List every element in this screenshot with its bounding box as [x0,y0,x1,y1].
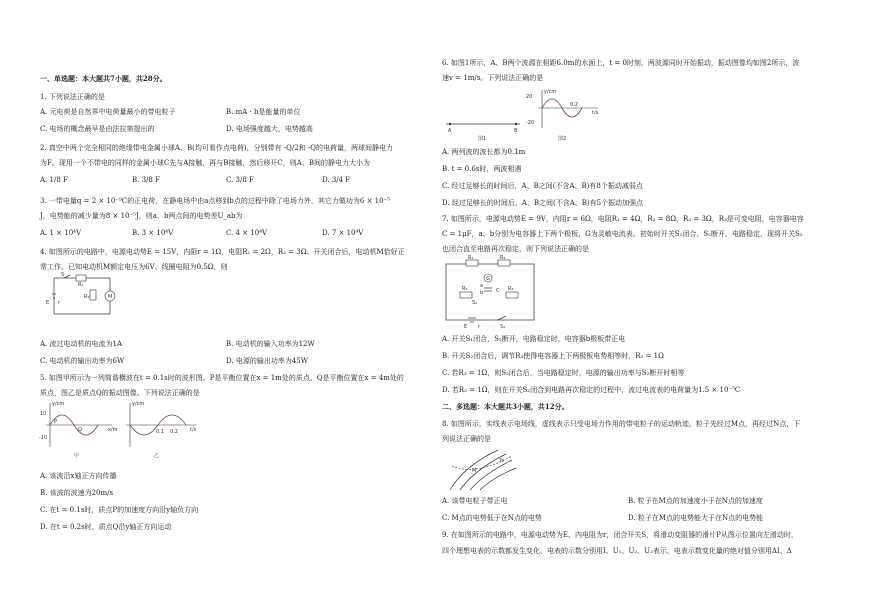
svg-text:S: S [61,272,65,278]
q4-option-c: C. 电动机的输出功率为6W [40,357,125,365]
q1-stem: 1. 下列说法正确的是 [40,93,105,101]
fig-jia-label: 甲 [74,453,80,459]
section-single-choice: 一、单选题：本大题共7小题，共28分。 [40,74,167,83]
q5-option-d: D. 在t = 0.2s时，质点Q沿y轴正方向运动 [40,523,172,531]
q4-line1: 4. 如图所示的电路中，电源电动势E = 15V，内阻r = 1Ω，电阻R₁ = 2Ω，R₂ = 3Ω。开关闭合后，电动机M恰好正 [40,248,405,256]
svg-text:B: B [514,128,518,134]
svg-text:R₂: R₂ [500,255,506,261]
q7-line1: 7. 如图所示，电源电动势E = 9V，内阻r = 6Ω，电阻R₁ = 4Ω，R₂ = 8Ω，R₃ = 3Ω，R₃是可变电阻，电容器电容 [442,215,804,223]
q4-line2: 常工作。已知电动机M额定电压为6V、线圈电阻为0.5Ω，则 [40,263,228,271]
q2-line2: 为F。现用一个不带电的同样的金属小球C先与A接触，再与B接触，然后移开C，则A、B间的静电力大小为 [40,159,370,167]
q8-option-c: C. M点的电势低于在N点的电势 [442,514,542,522]
q9-line2: 四个理想电表的示数都发生变化，电表的示数分别用I、U₁、U₂、U₃表示，电表示数变化量的绝对值分别用ΔI、Δ [442,547,792,555]
q8-line2: 列说法正确的是 [442,435,491,443]
svg-text:R₂: R₂ [84,294,90,300]
q3-option-c: C. 4 × 10⁴V [226,229,268,237]
q3-option-d: D. 7 × 10⁴V [322,229,364,237]
q5-line2: 质点，图乙是质点Q的振动图像。下列说法正确的是 [40,389,200,397]
svg-text:y/cm: y/cm [132,401,145,407]
svg-text:E: E [464,324,468,330]
q5-wave-figures [40,399,200,461]
section-multiple-choice: 二、多选题：本大题共3小题，共12分。 [442,402,569,411]
q2-option-a: A. 1/8 F [40,176,68,184]
q1-option-a: A. 元电荷是自然界中电荷量最小的带电粒子 [40,108,176,116]
q1-option-b: B. mA · h是能量的单位 [226,108,301,116]
svg-text:b: b [480,290,484,296]
fig2-label: 图2 [558,136,567,142]
svg-text:M: M [108,294,113,300]
q7-option-a: A. 开关S₁闭合，S₂断开，电路稳定时，电容器b极板带正电 [442,335,626,343]
q2-option-c: C. 3/8 F [226,176,254,184]
svg-text:E: E [46,300,50,306]
svg-text:r: r [58,300,61,306]
fig1-label: 图1 [478,136,487,142]
svg-text:0.1: 0.1 [156,429,164,435]
svg-text:t/s: t/s [592,110,599,116]
q7-option-b: B. 开关S₂闭合后，调节R₃使得电容器上下两极板电势相等时，R₃ = 1Ω [442,352,664,360]
q7-option-d: D. 若R₃ = 1Ω，则在开关S₂闭合到电路再次稳定的过程中，流过电流表的电荷量为1.5 × 10⁻⁵C [442,386,741,394]
q9-line1: 9. 在如图所示的电路中，电源电动势为E、内电阻为r，闭合开关S，将滑动变阻器的滑片P从图示位置向左滑动时， [442,531,798,539]
svg-text:y/cm: y/cm [544,89,557,95]
svg-text:R₄: R₄ [508,286,514,292]
q8-option-a: A. 该带电粒子带正电 [442,497,508,505]
svg-text:-20: -20 [526,120,535,126]
q5-option-c: C. 在t = 0.1s时，质点P的加速度方向沿y轴负方向 [40,506,199,514]
q6-option-a: A. 两列波的波长都为0.1m [442,148,526,156]
svg-text:S₂: S₂ [472,300,478,306]
q3-option-a: A. 1 × 10⁴V [40,229,82,237]
q1-option-c: C. 电场的概念最早是由法拉第提出的 [40,125,155,133]
svg-text:0.2: 0.2 [170,429,178,435]
svg-text:Q: Q [78,427,82,433]
q1-option-d: D. 电场强度越大，电势越高 [226,125,313,133]
q6-line2: 速v = 1m/s。下列说法正确的是 [442,74,544,82]
svg-text:G: G [486,276,490,282]
svg-text:r: r [478,324,481,330]
q6-option-d: D. 经过足够长的时间后，A、B之间(不含A、B)有5个振动加强点 [442,199,644,207]
q2-line1: 2. 真空中两个完全相同的绝缘带电金属小球A、B(均可看作点电荷)，分别带有 -Q/2和 -Q的电荷量，两球间静电力 [40,144,394,152]
q7-line2: C = 1μF，a、b分别为电容器上下两个极板，G为灵敏电流表。初始时开关S₁闭合、S₂断开，电路稳定，现将开关S₂ [442,230,803,238]
q4-option-b: B. 电动机的输入功率为12W [226,340,315,348]
q5-line1: 5. 如图甲所示为一列简谐横波在t = 0.1s时的波形图。P是平衡位置在x = 1m处的质点，Q是平衡位置在x = 4m处的 [40,374,404,382]
svg-text:R₃: R₃ [462,286,468,292]
q6-line1: 6. 如图1所示，A、B两个波源在相距6.0m的水面上，t = 0时刻，两波源同时开始振动，振动图像均如图2所示，波 [442,59,800,67]
q3-line2: J，电势能的减少量为8 × 10⁻⁵J，则a、b两点间的电势差U_ab为 [40,212,243,220]
q8-field-figure [446,446,520,492]
q7-line3: 也闭合直至电路再次稳定，则下列说法正确的是 [442,245,589,253]
svg-text:x/m: x/m [108,427,118,433]
q4-circuit-figure [46,274,126,322]
q6-option-c: C. 经过足够长的时间后，A、B之间(不含A、B)有8个振动减弱点 [442,182,643,190]
q3-option-b: B. 3 × 10⁴V [132,229,174,237]
q2-option-d: D. 3/4 F [322,176,351,184]
q7-option-c: C. 若R₃ = 1Ω，则S₂闭合后，当电路稳定时，电源的输出功率与S₂断开时相等 [442,369,685,377]
q3-line1: 3. 一带电量q = 2 × 10⁻⁹C的正电荷，在静电场中由a点移到b点的过程中除了电场力外，其它力做功为6 × 10⁻⁵ [40,197,391,205]
svg-text:10: 10 [40,411,47,417]
svg-text:a: a [480,283,484,289]
svg-text:20: 20 [526,94,533,100]
svg-text:M: M [472,468,477,474]
svg-text:y/cm: y/cm [52,401,65,407]
svg-text:C: C [496,288,500,294]
svg-text:-10: -10 [39,435,48,441]
svg-text:N: N [500,458,504,464]
svg-text:0.2: 0.2 [570,102,578,108]
q8-line1: 8. 如图所示，实线表示电场线，虚线表示只受电场力作用的带电粒子的运动轨迹。粒子先经过M点，再经过N点，下 [442,420,801,428]
q4-option-a: A. 流过电动机的电流为1A [40,340,123,348]
svg-text:R₁: R₁ [78,282,84,288]
svg-text:R₁: R₁ [468,255,474,261]
q2-option-b: B. 3/8 F [132,176,160,184]
q5-option-b: B. 该波的波速为20m/s [40,489,114,497]
q8-option-b: B. 粒子在M点的加速度小于在N点的加速度 [628,497,763,505]
fig-yi-label: 乙 [154,453,160,459]
q7-circuit-figure [442,256,542,330]
svg-text:S₁: S₁ [500,324,506,330]
q8-option-d: D. 粒子在M点的电势能大于在N点的电势能 [628,514,764,522]
q6-option-b: B. t = 0.6s时，两波相遇 [442,165,522,173]
q4-option-d: D. 电源的输出功率为45W [226,357,308,365]
q5-option-a: A. 该波沿x轴正方向传播 [40,472,117,480]
svg-text:t/s: t/s [190,427,197,433]
q6-figures [442,88,602,142]
svg-text:A: A [448,128,452,134]
svg-text:P: P [54,419,58,425]
